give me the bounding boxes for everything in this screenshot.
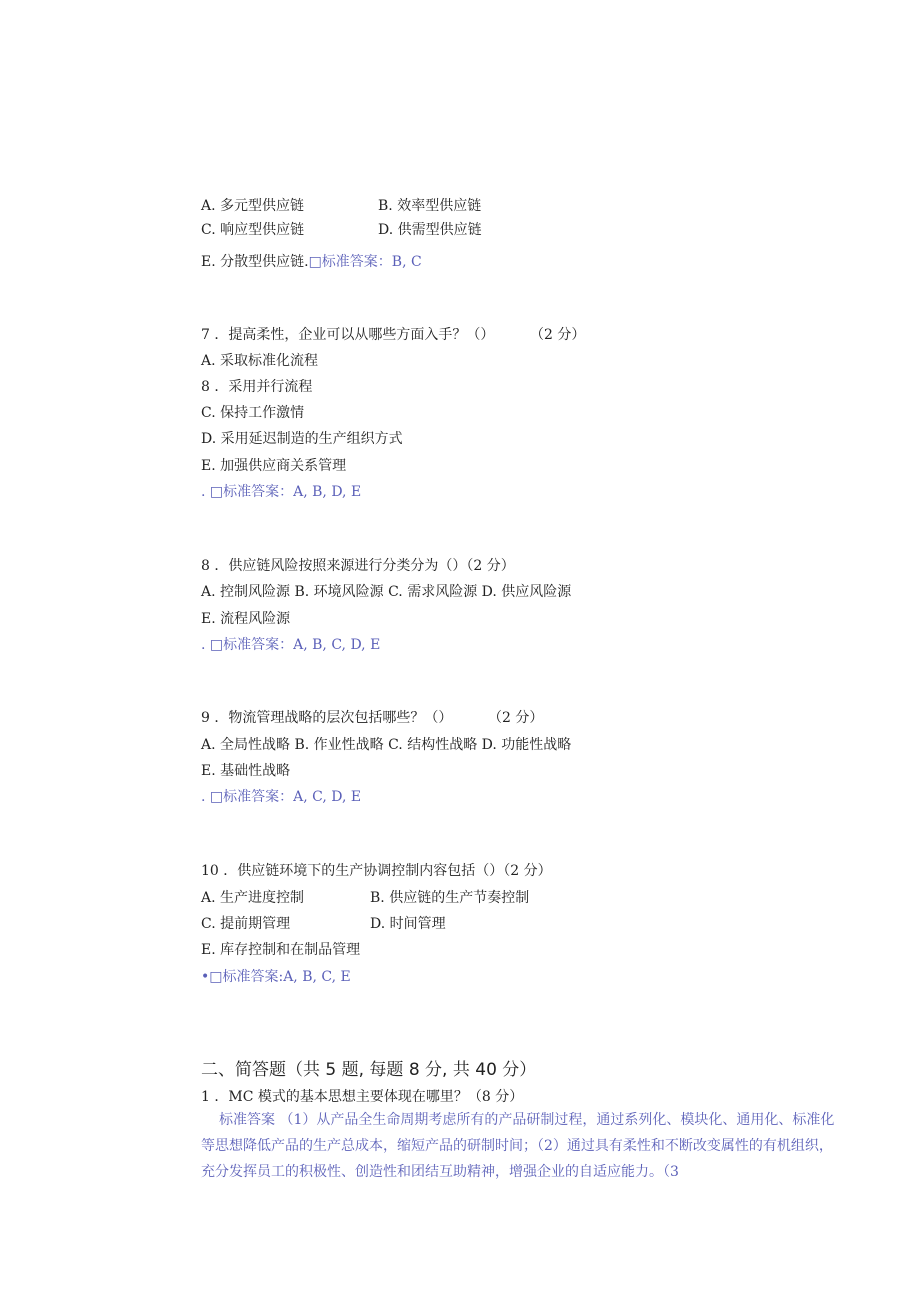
q8-options-line1: A. 控制风险源 B. 环境风险源 C. 需求风险源 D. 供应风险源 xyxy=(201,584,572,600)
short-answer-1: 标准答案 （1）从产品全生命周期考虑所有的产品研制过程，通过系列化、模块化、通用化、标准化等思想降低产品的生产总成本，缩短产品的研制时间；（2）通过具有柔性和不断改变属性的有机组织，充分发挥员工的积极性、创造性和团结互助精神，增强企业的自适应能力。（3 xyxy=(201,1112,835,1180)
q6-option-e: E. 分散型供应链. xyxy=(201,254,309,270)
q6-answer: □标准答案：B, C xyxy=(308,254,422,270)
short-question-1: 1 ．MC 模式的基本思想主要体现在哪里？（8 分） xyxy=(201,1089,524,1105)
q8-options-line2: E. 流程风险源 xyxy=(201,611,291,627)
q10-option-d: D. 时间管理 xyxy=(370,916,446,932)
q6-option-e-row xyxy=(201,253,422,271)
q6-option-c: C. 响应型供应链 xyxy=(201,222,305,238)
q9-options-line1: A. 全局性战略 B. 作业性战略 C. 结构性战略 D. 功能性战略 xyxy=(201,737,572,753)
q10-option-a: A. 生产进度控制 xyxy=(201,890,305,906)
q7-answer: . □标准答案：A, B, D, E xyxy=(201,484,362,500)
q6-option-a: A. 多元型供应链 xyxy=(201,198,305,214)
q7-option-d: D. 采用延迟制造的生产组织方式 xyxy=(201,431,403,447)
q10-option-e: E. 库存控制和在制品管理 xyxy=(201,942,361,958)
q9-options-line2: E. 基础性战略 xyxy=(201,763,291,779)
section-title: 二、简答题（共 5 题, 每题 8 分, 共 40 分） xyxy=(201,1060,537,1080)
q10-option-b: B. 供应链的生产节奏控制 xyxy=(370,890,530,906)
q7-option-c: C. 保持工作激情 xyxy=(201,405,305,421)
q7-option-b: 8 ．采用并行流程 xyxy=(201,379,313,395)
q8-question: 8 ．供应链风险按照来源进行分类分为（）（2 分） xyxy=(201,558,515,574)
q10-option-c: C. 提前期管理 xyxy=(201,916,291,932)
q10-question: 10 ．供应链环境下的生产协调控制内容包括（）（2 分） xyxy=(201,863,552,879)
q6-option-b: B. 效率型供应链 xyxy=(378,198,482,214)
q8-answer: . □标准答案：A, B, C, D, E xyxy=(201,637,381,653)
q7-option-a: A. 采取标准化流程 xyxy=(201,353,319,369)
q6-option-d: D. 供需型供应链 xyxy=(378,222,482,238)
q10-answer: •□标准答案:A, B, C, E xyxy=(201,969,351,985)
q9-question: 9 ．物流管理战略的层次包括哪些？（） （2 分） xyxy=(201,710,544,726)
q7-question: 7 ．提高柔性，企业可以从哪些方面入手？（） （2 分） xyxy=(201,327,586,343)
q9-answer: . □标准答案：A, C, D, E xyxy=(201,789,362,805)
q7-option-e: E. 加强供应商关系管理 xyxy=(201,458,347,474)
